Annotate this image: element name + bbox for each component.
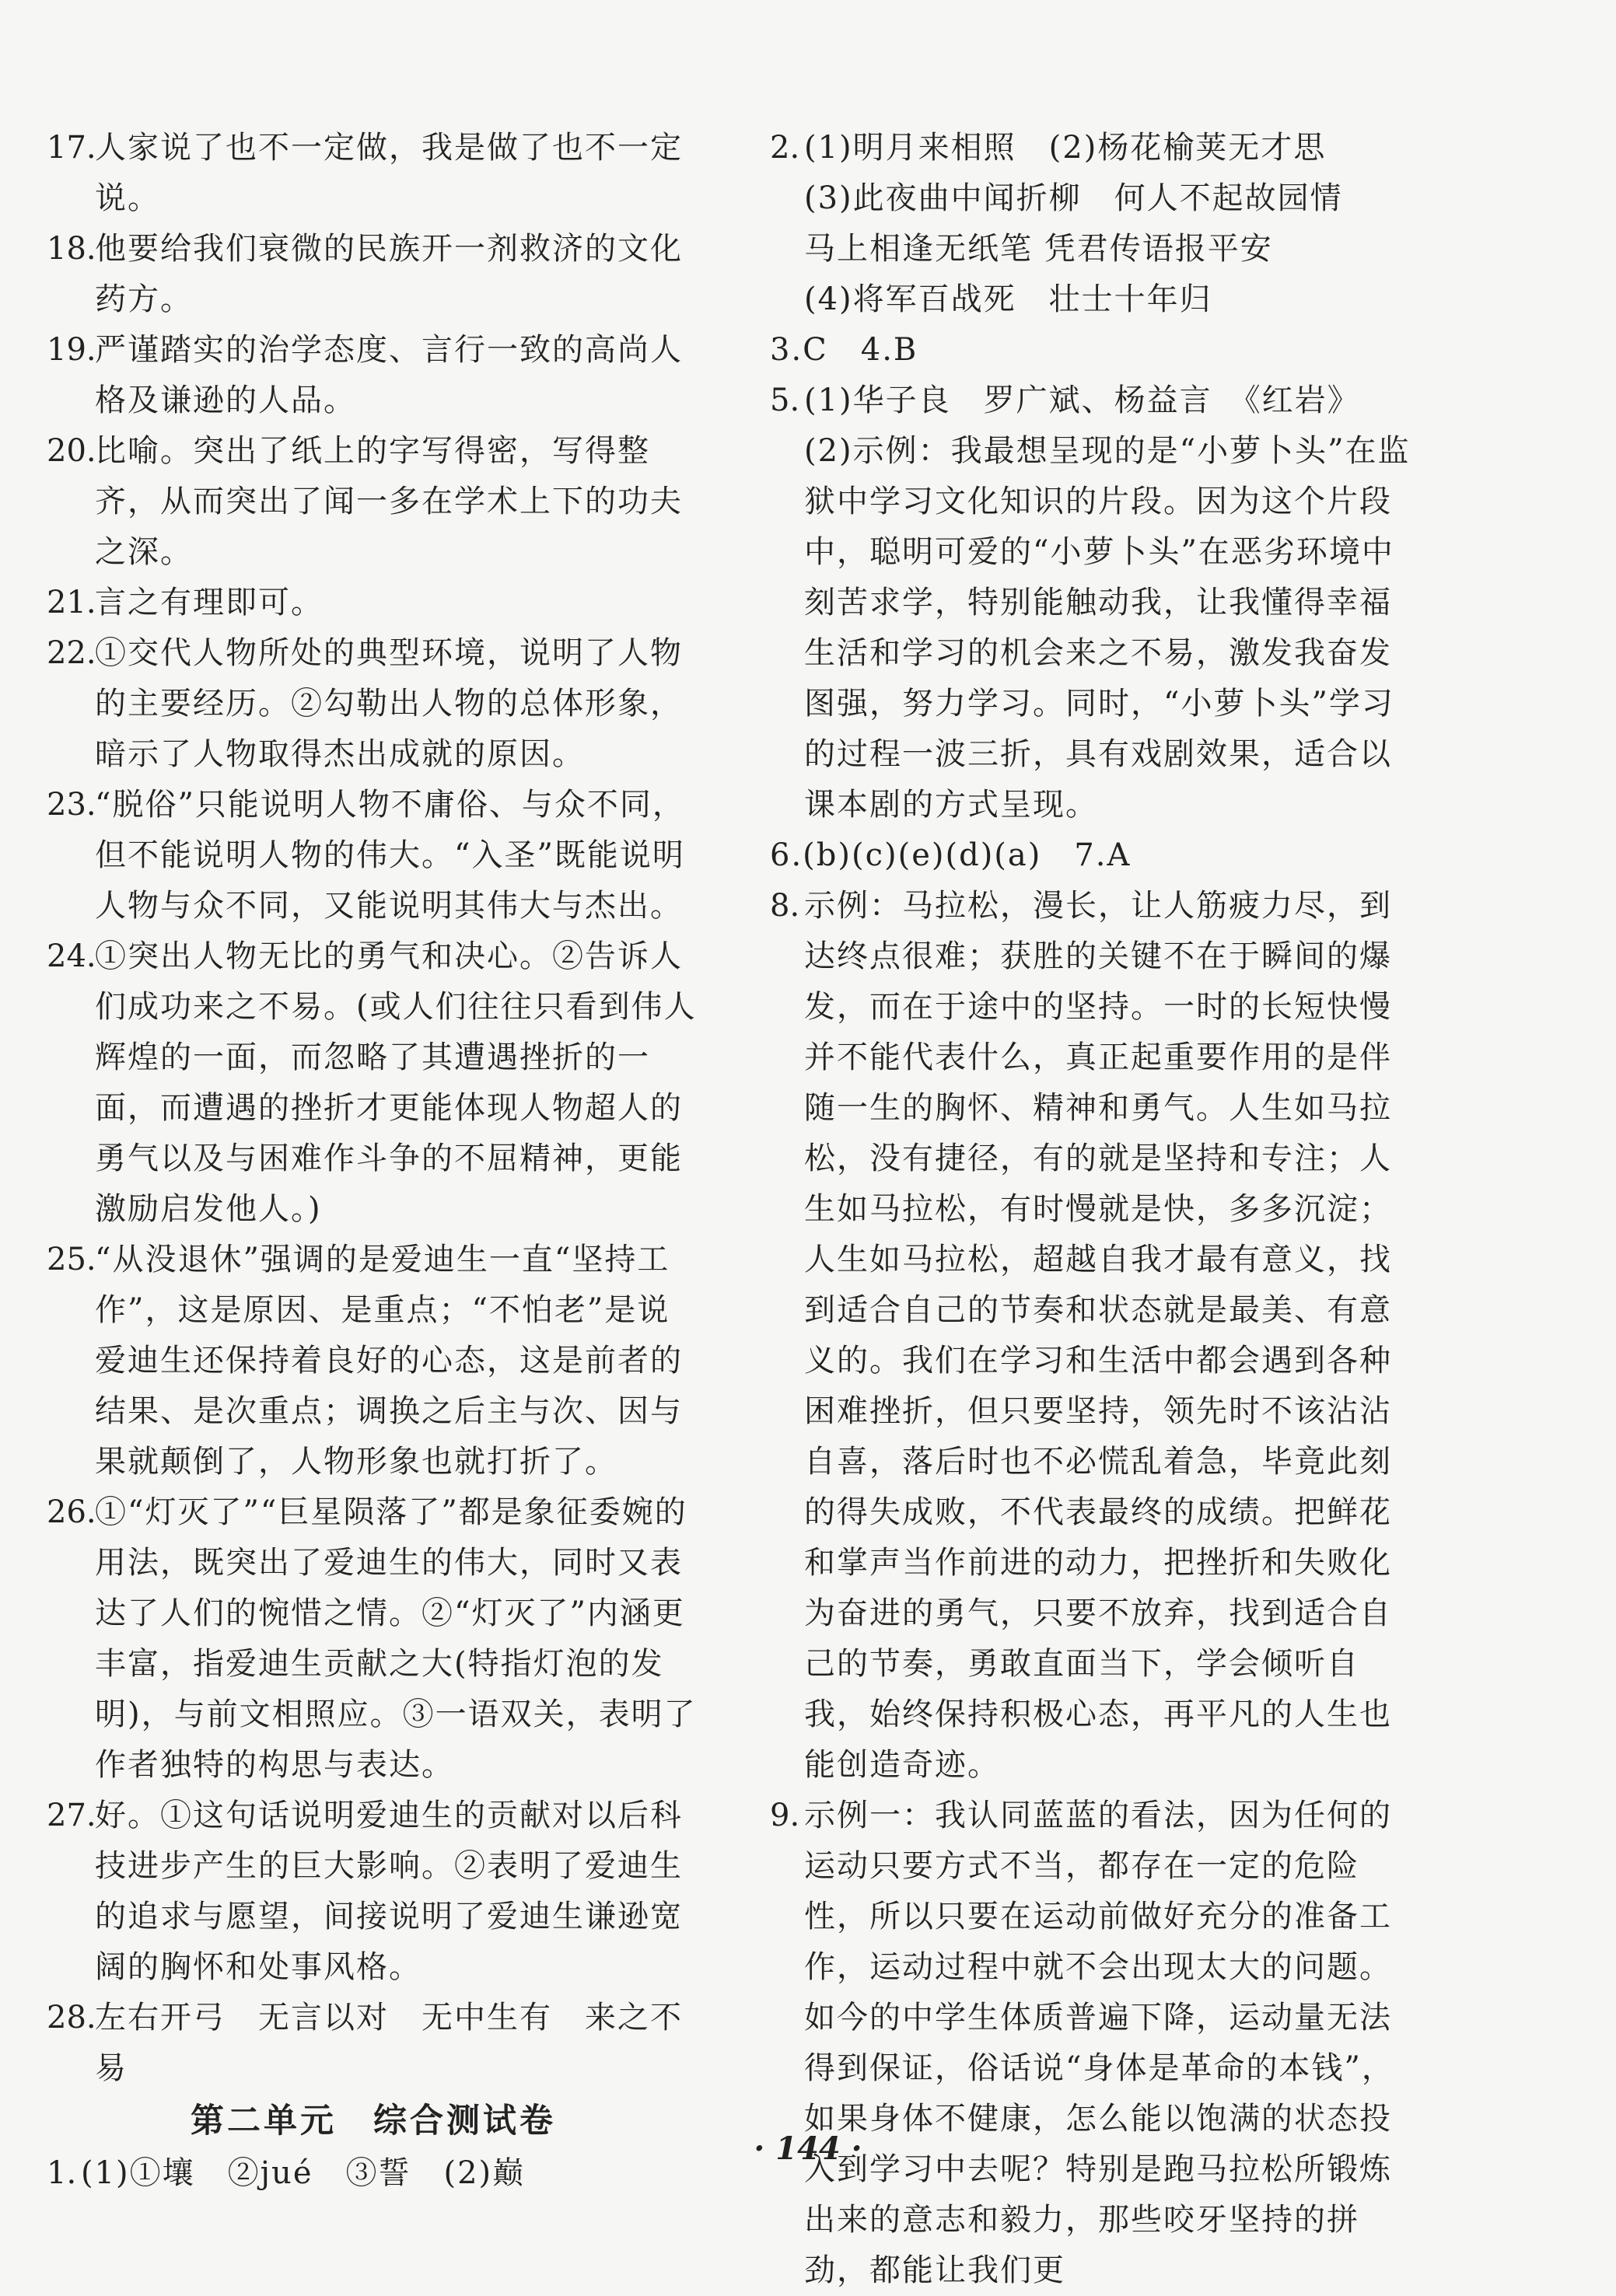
answer-number: 17.: [47, 130, 96, 166]
answer-line: 马上相逢无纸笔 凭君传语报平安: [804, 231, 1273, 267]
answer-18: [47, 224, 700, 325]
answer-3-4: [770, 325, 1415, 376]
answer-5: [770, 376, 1415, 830]
answer-line: (1)明月来相照 (2)杨花榆荚无才思: [804, 130, 1327, 166]
answer-number: 24.: [47, 938, 96, 974]
answer-6-7: [770, 830, 1415, 881]
answer-text: 言之有理即可。: [95, 585, 324, 620]
answer-number: 25.: [47, 1242, 96, 1277]
answer-text: 好。①这句话说明爱迪生的贡献对以后科技进步产生的巨大影响。②表明了爱迪生的追求与愿望，间接说明了爱迪生谦逊宽阔的胸怀和处事风格。: [95, 1798, 683, 1985]
answer-9: [770, 1791, 1415, 2296]
answer-23: [47, 780, 700, 931]
answer-25: [47, 1235, 700, 1487]
answer-number: 28.: [47, 2000, 96, 2036]
answer-text: 他要给我们衰微的民族开一剂救济的文化药方。: [95, 231, 683, 317]
answer-text: ①“灯灭了”“巨星陨落了”都是象征委婉的用法，既突出了爱迪生的伟大，同时又表达了人们的惋惜之情。②“灯灭了”内涵更丰富，指爱迪生贡献之大(特指灯泡的发明)，与前文相照应。③一语双关，表明了作者独特的构思与表达。: [95, 1494, 697, 1783]
answer-number: 18.: [47, 231, 96, 267]
answer-number: 26.: [47, 1494, 96, 1530]
answer-19: [47, 325, 700, 426]
answer-number: 8.: [770, 888, 800, 924]
section-title: 第二单元 综合测试卷: [191, 2102, 556, 2140]
answer-20: [47, 426, 700, 578]
answer-17: [47, 123, 700, 224]
answer-number: 1.: [47, 2155, 77, 2191]
answer-number: 2.: [770, 130, 800, 166]
answer-27: [47, 1791, 700, 1993]
answer-22: [47, 628, 700, 780]
answer-number: 9.: [770, 1798, 800, 1833]
answer-text: 6.(b)(c)(e)(d)(a) 7.A: [770, 837, 1132, 873]
answer-text: “脱俗”只能说明人物不庸俗、与众不同，但不能说明人物的伟大。“入圣”既能说明人物与众不同，又能说明其伟大与杰出。: [95, 787, 685, 924]
answer-2: [770, 123, 1415, 325]
answer-text: 示例一：我认同蓝蓝的看法，因为任何的运动只要方式不当，都存在一定的危险性，所以只要在运动前做好充分的准备工作，运动过程中就不会出现太大的问题。如今的中学生体质普遍下降，运动量无法得到保证，俗话说“身体是革命的本钱”，如果身体不健康，怎么能以饱满的状态投入到学习中去呢？特别是跑马拉松所锻炼出来的意志和毅力，那些咬牙坚持的拼劲，都能让我们更: [804, 1798, 1394, 2288]
answer-text: 严谨踏实的治学态度、言行一致的高尚人格及谦逊的人品。: [95, 332, 683, 418]
answer-text: ①交代人物所处的典型环境，说明了人物的主要经历。②勾勒出人物的总体形象，暗示了人物取得杰出成就的原因。: [95, 635, 683, 772]
answer-21: [47, 578, 700, 628]
answer-number: 23.: [47, 787, 96, 823]
answer-24: [47, 931, 700, 1235]
answer-line: (2)示例：我最想呈现的是“小萝卜头”在监狱中学习文化知识的片段。因为这个片段中，聪明可爱的“小萝卜头”在恶劣环境中刻苦求学，特别能触动我，让我懂得幸福生活和学习的机会来之不易，激发我奋发图强，努力学习。同时，“小萝卜头”学习的过程一波三折，具有戏剧效果，适合以课本剧的方式呈现。: [804, 433, 1411, 823]
answer-number: 19.: [47, 332, 96, 368]
answer-text: 3.C 4.B: [770, 332, 918, 368]
answer-number: 20.: [47, 433, 96, 469]
answer-text: “从没退休”强调的是爱迪生一直“坚持工作”，这是原因、是重点；“不怕老”是说爱迪生还保持着良好的心态，这是前者的结果、是次重点；调换之后主与次、因与果就颠倒了，人物形象也就打折了。: [95, 1242, 683, 1480]
page-number: · 144 ·: [754, 2130, 862, 2167]
left-column: [47, 123, 700, 2199]
answer-text: (1)①壤 ②jué ③誓 (2)巅: [81, 2155, 526, 2191]
right-column: [770, 123, 1415, 2296]
answer-text: 左右开弓 无言以对 无中生有 来之不易: [95, 2000, 683, 2086]
answer-28: [47, 1993, 700, 2094]
answer-text: 比喻。突出了纸上的字写得密，写得整齐，从而突出了闻一多在学术上下的功夫之深。: [95, 433, 683, 570]
answer-line: (3)此夜曲中闻折柳 何人不起故园情: [804, 180, 1343, 216]
answer-number: 22.: [47, 635, 96, 671]
answer-number: 5.: [770, 383, 800, 418]
answer-26: [47, 1487, 700, 1791]
answer-8: [770, 881, 1415, 1791]
answer-text: 示例：马拉松，漫长，让人筋疲力尽，到达终点很难；获胜的关键不在于瞬间的爆发，而在于途中的坚持。一时的长短快慢并不能代表什么，真正起重要作用的是伴随一生的胸怀、精神和勇气。人生如马拉松，没有捷径，有的就是坚持和专注；人生如马拉松，有时慢就是快，多多沉淀；人生如马拉松，超越自我才最有意义，找到适合自己的节奏和状态就是最美、有意义的。我们在学习和生活中都会遇到各种困难挫折，但只要坚持，领先时不该沾沾自喜，落后时也不必慌乱着急，毕竟此刻的得失成败，不代表最终的成绩。把鲜花和掌声当作前进的动力，把挫折和失败化为奋进的勇气，只要不放弃，找到适合自己的节奏，勇敢直面当下，学会倾听自我，始终保持积极心态，再平凡的人生也能创造奇迹。: [804, 888, 1392, 1783]
answer-number: 27.: [47, 1798, 96, 1833]
answer-number: 21.: [47, 585, 96, 620]
answer-text: 人家说了也不一定做，我是做了也不一定说。: [95, 130, 683, 216]
answer-line: (4)将军百战死 壮士十年归: [804, 281, 1212, 317]
answer-text: ①突出人物无比的勇气和决心。②告诉人们成功来之不易。(或人们往往只看到伟人辉煌的一面，而忽略了其遭遇挫折的一面，而遭遇的挫折才更能体现人物超人的勇气以及与困难作斗争的不屈精神，更能激励启发他人。): [95, 938, 697, 1227]
answer-line: (1)华子良 罗广斌、杨益言 《红岩》: [804, 383, 1360, 418]
